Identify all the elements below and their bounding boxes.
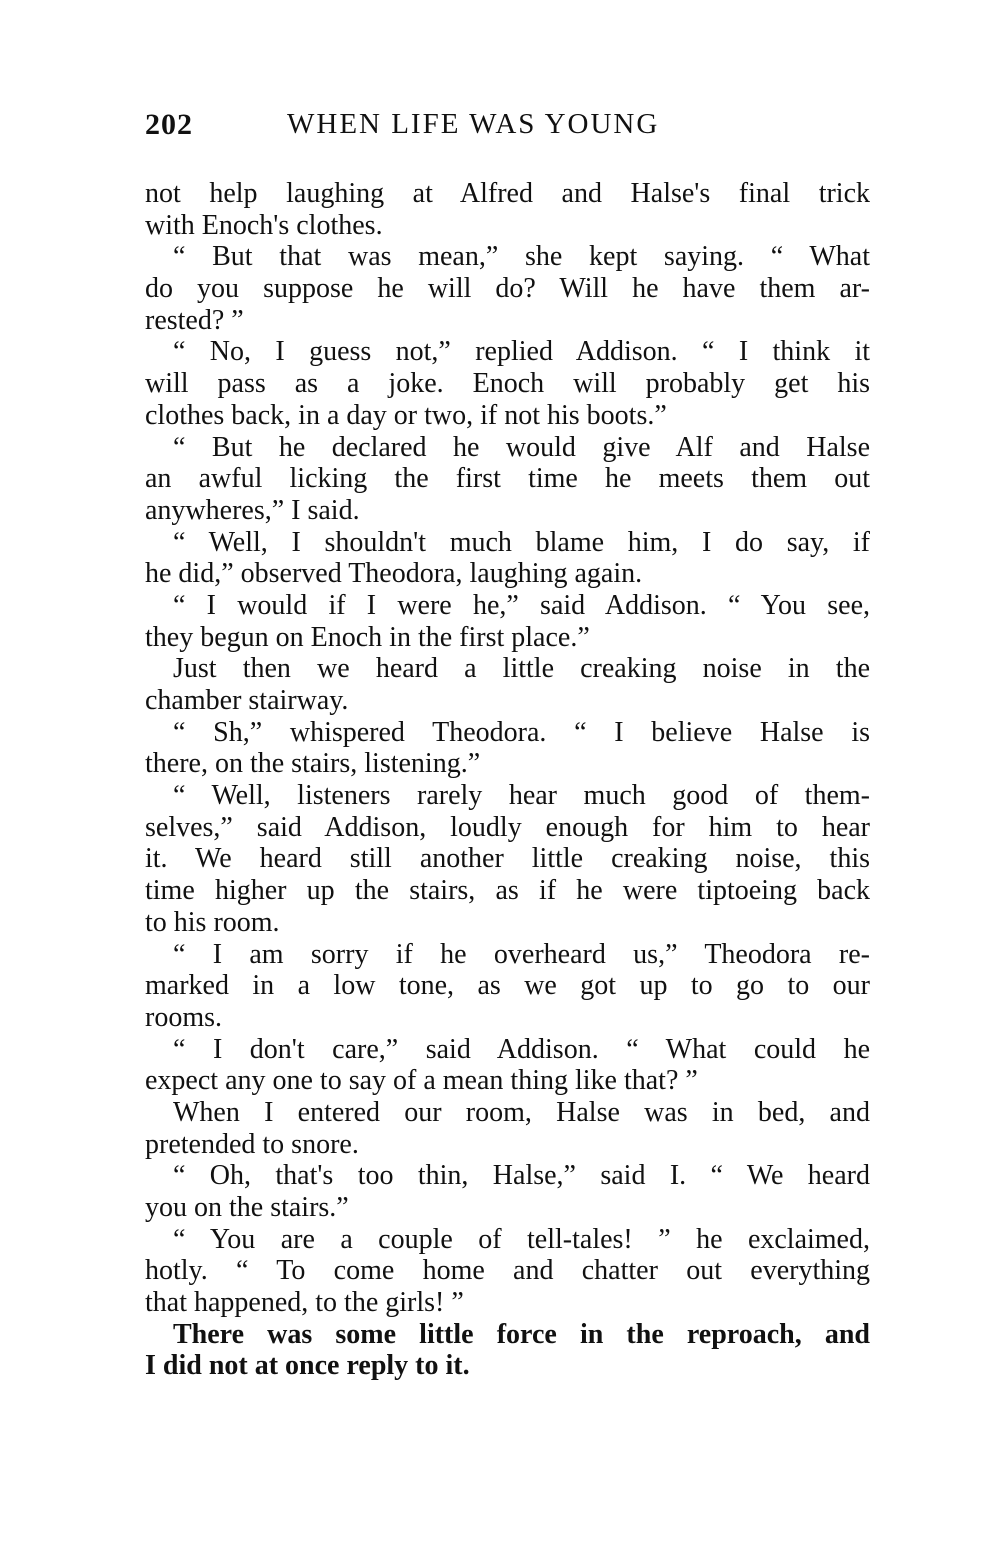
text-line: rested? ” — [145, 304, 244, 336]
text-line: “ I don't care,” said Addison. “ What could he — [173, 1033, 870, 1065]
text-line: chamber stairway. — [145, 685, 349, 716]
text-line: When I entered our room, Halse was in bed, and — [173, 1096, 870, 1128]
text-line: clothes back, in a day or two, if not his boots.” — [145, 399, 667, 431]
text-line: marked in a low tone, as we got up to go to our — [145, 970, 870, 1002]
text-line: to his room. — [145, 906, 280, 938]
text-line: there, on the stairs, listening.” — [145, 748, 481, 780]
text-line: rooms. — [145, 1001, 222, 1033]
text-line: “ Well, I shouldn't much blame him, I do say, if — [173, 526, 870, 558]
text-line: expect any one to say of a mean thing like that? ” — [145, 1065, 698, 1097]
text-line: “ Well, listeners rarely hear much good of them- — [173, 780, 870, 812]
body-text — [145, 178, 870, 1382]
text-line: do you suppose he will do? Will he have them ar- — [145, 273, 870, 305]
text-line: anywheres,” I said. — [145, 494, 360, 526]
text-line: There was some little force in the reproach, and — [173, 1318, 870, 1350]
text-line: “ I am sorry if he overheard us,” Theodora re- — [173, 938, 870, 970]
text-line: hotly. “ To come home and chatter out everything — [145, 1255, 870, 1287]
text-line: they begun on Enoch in the first place.” — [145, 621, 590, 653]
text-line: “ But he declared he would give Alf and Halse — [173, 431, 870, 463]
text-line: I did not at once reply to it. — [145, 1350, 470, 1382]
text-line: selves,” said Addison, loudly enough for him to hear — [145, 811, 870, 843]
text-line: not help laughing at Alfred and Halse's final trick — [145, 178, 870, 209]
running-title: WHEN LIFE WAS YOUNG — [287, 108, 660, 140]
text-line: pretended to snore. — [145, 1128, 359, 1160]
text-line: it. We heard still another little creaking noise, this — [145, 843, 870, 875]
running-head — [145, 108, 870, 148]
text-line: “ Sh,” whispered Theodora. “ I believe Halse is — [173, 716, 870, 748]
text-line: he did,” observed Theodora, laughing again. — [145, 558, 643, 590]
text-line: “ You are a couple of tell-tales! ” he exclaimed, — [173, 1223, 870, 1255]
text-line: an awful licking the first time he meets them out — [145, 463, 870, 495]
text-line: time higher up the stairs, as if he were tiptoeing back — [145, 875, 870, 907]
text-line: that happened, to the girls! ” — [145, 1287, 464, 1319]
text-line: Just then we heard a little creaking noise in the — [173, 653, 870, 685]
text-line: “ No, I guess not,” replied Addison. “ I think it — [173, 336, 870, 368]
text-line: with Enoch's clothes. — [145, 209, 383, 241]
text-line: “ I would if I were he,” said Addison. “ You see, — [173, 589, 870, 621]
text-line: you on the stairs.” — [145, 1192, 349, 1223]
page-number: 202 — [145, 108, 193, 141]
text-line: “ But that was mean,” she kept saying. “ What — [173, 241, 870, 273]
text-line: will pass as a joke. Enoch will probably get his — [145, 368, 870, 400]
text-line: “ Oh, that's too thin, Halse,” said I. “ We heard — [173, 1160, 870, 1192]
